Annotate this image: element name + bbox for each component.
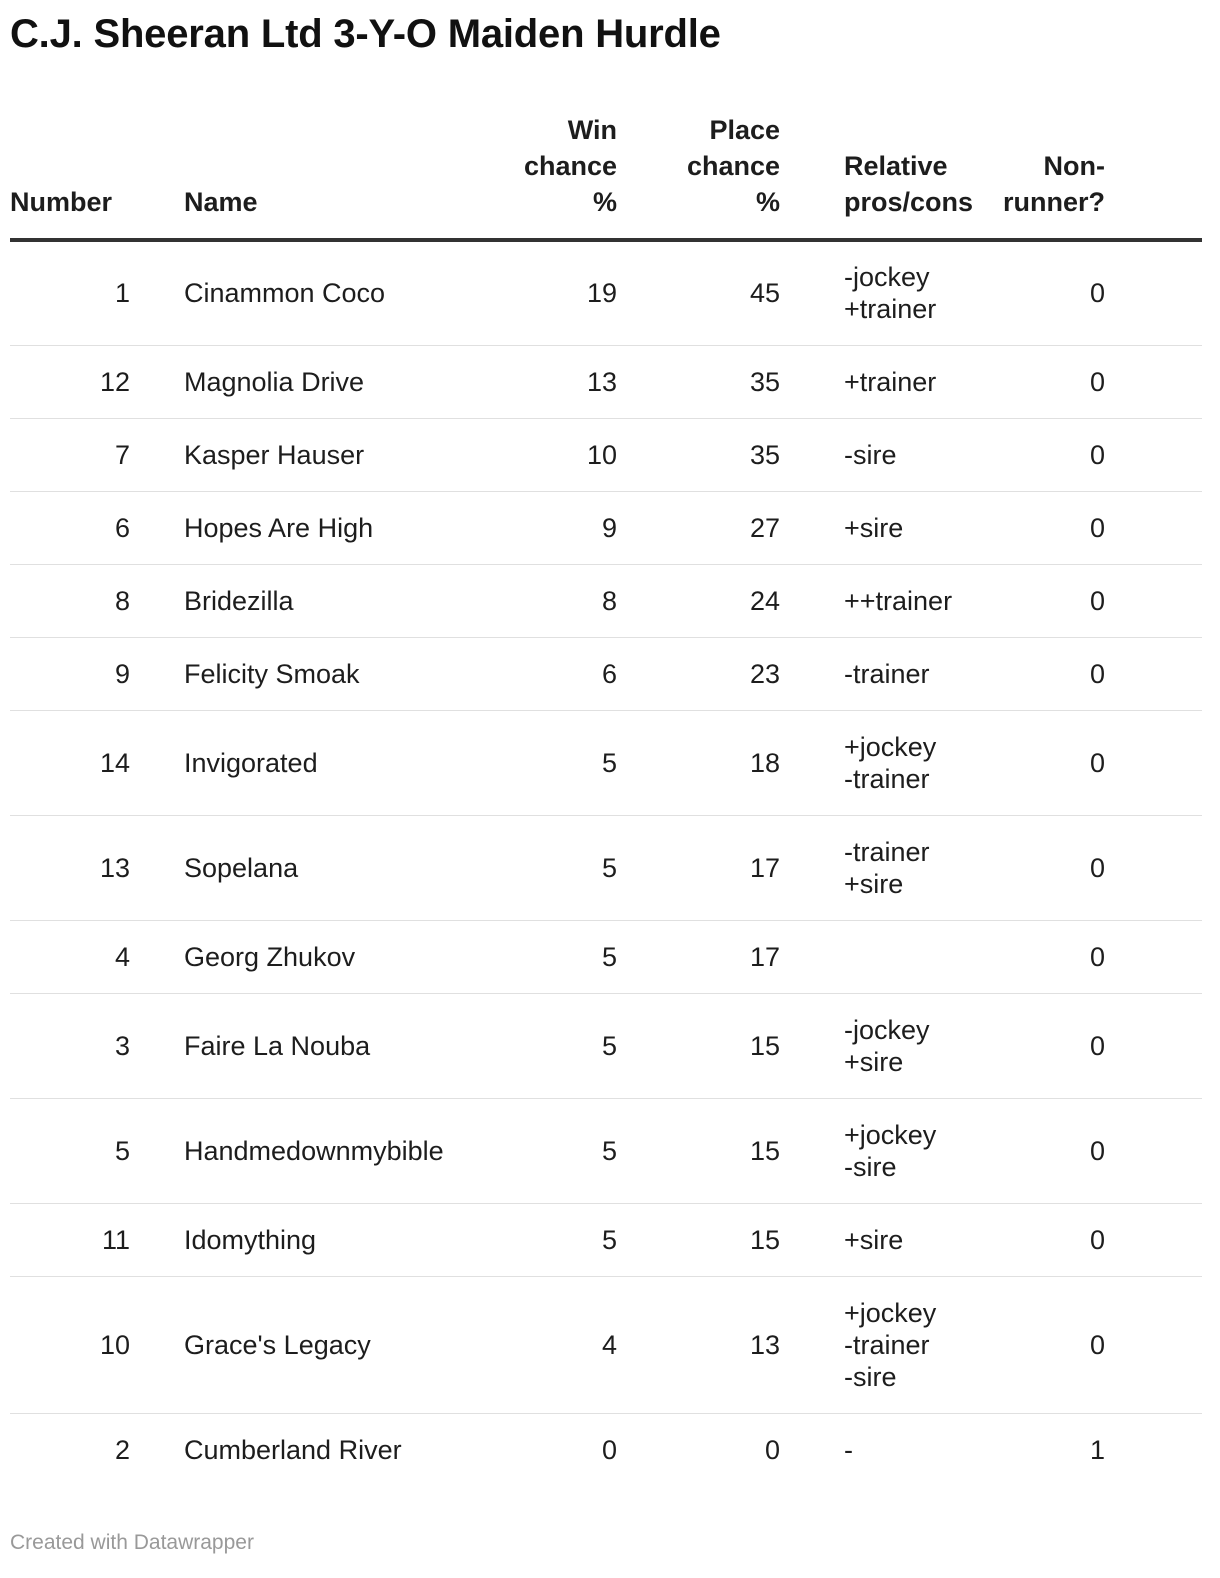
pros-cons-item: +sire	[844, 1046, 904, 1077]
pros-cons-item: +jockey	[844, 1297, 937, 1328]
cell-pros-cons	[780, 1203, 965, 1276]
header-place-chance[interactable]	[617, 112, 780, 240]
cell-spacer	[1105, 1203, 1202, 1276]
cell-place-chance: 35	[617, 345, 780, 418]
cell-win-chance: 5	[464, 920, 617, 993]
cell-spacer	[1105, 920, 1202, 993]
cell-pros-cons	[780, 491, 965, 564]
cell-number: 10	[10, 1276, 184, 1413]
table-row	[10, 1203, 1202, 1276]
pros-cons-item: +sire	[844, 1224, 904, 1255]
runners-table	[10, 112, 1202, 1486]
pros-cons-item: +trainer	[844, 366, 937, 397]
cell-win-chance: 10	[464, 418, 617, 491]
cell-spacer	[1105, 418, 1202, 491]
cell-name: Cinammon Coco	[184, 240, 464, 345]
cell-name: Georg Zhukov	[184, 920, 464, 993]
cell-non-runner: 1	[1089, 1434, 1105, 1465]
pros-cons-item: -	[844, 1434, 853, 1465]
pros-cons-item: -sire	[844, 1151, 897, 1182]
cell-pros-cons	[780, 418, 965, 491]
cell-name: Hopes Are High	[184, 491, 464, 564]
table-row	[10, 920, 1202, 993]
header-pros-line: Relative	[844, 151, 948, 181]
cell-number: 9	[10, 637, 184, 710]
cell-non-runner: 0	[965, 418, 1105, 491]
cell-number: 6	[10, 491, 184, 564]
table-row	[10, 491, 1202, 564]
header-win-chance[interactable]	[464, 112, 617, 240]
header-place-line: chance	[686, 151, 780, 181]
cell-place-chance: 15	[617, 1203, 780, 1276]
cell-name: Invigorated	[184, 710, 464, 815]
cell-place-chance: 0	[764, 1434, 780, 1465]
pros-cons-item: -sire	[844, 1361, 897, 1392]
cell-number: 12	[10, 345, 184, 418]
cell-number: 4	[10, 920, 184, 993]
cell-place-chance: 45	[617, 240, 780, 345]
cell-place-chance: 35	[617, 418, 780, 491]
cell-non-runner: 0	[965, 710, 1105, 815]
cell-non-runner: 0	[965, 1098, 1105, 1203]
cell-non-runner: 0	[965, 345, 1105, 418]
cell-win-chance: 19	[464, 240, 617, 345]
cell-spacer	[1105, 710, 1202, 815]
cell-name: Sopelana	[184, 815, 464, 920]
pros-cons-item: -trainer	[844, 1329, 930, 1360]
header-pros-cons[interactable]	[780, 112, 974, 240]
cell-spacer	[1105, 240, 1202, 345]
cell-name: Bridezilla	[184, 564, 464, 637]
cell-win-chance: 5	[464, 993, 617, 1098]
cell-spacer	[1105, 1276, 1202, 1413]
cell-pros-cons	[780, 345, 965, 418]
cell-name: Magnolia Drive	[184, 345, 464, 418]
table-header	[10, 112, 1202, 240]
cell-place-chance: 17	[617, 920, 780, 993]
cell-win-chance: 6	[464, 637, 617, 710]
cell-name: Felicity Smoak	[184, 637, 464, 710]
header-pros-line: pros/cons	[844, 187, 974, 217]
cell-number: 13	[10, 815, 184, 920]
pros-cons-item: +sire	[844, 512, 904, 543]
pros-cons-item: -trainer	[844, 763, 930, 794]
table-row	[10, 240, 1202, 345]
cell-spacer	[1105, 993, 1202, 1098]
cell-win-chance: 5	[464, 1098, 617, 1203]
table-row	[10, 993, 1202, 1098]
pros-cons-item: ++trainer	[844, 585, 953, 616]
pros-cons-item: +jockey	[844, 1119, 937, 1150]
cell-place-chance: 24	[617, 564, 780, 637]
header-place-line: %	[755, 187, 780, 217]
cell-number: 7	[10, 418, 184, 491]
cell-pros-cons	[780, 564, 965, 637]
cell-pros-cons	[780, 710, 965, 815]
cell-win-chance: 8	[464, 564, 617, 637]
cell-spacer	[1105, 491, 1202, 564]
cell-name: Kasper Hauser	[184, 418, 464, 491]
cell-number: 3	[10, 993, 184, 1098]
cell-non-runner: 0	[965, 920, 1105, 993]
cell-name: Cumberland River	[184, 1434, 402, 1465]
header-place-line: Place	[709, 115, 780, 145]
header-row	[10, 112, 1202, 240]
cell-spacer	[1105, 1098, 1202, 1203]
header-nr-line: Non-	[1043, 151, 1105, 181]
header-win-line: %	[592, 187, 617, 217]
cell-number: 5	[10, 1098, 184, 1203]
datawrapper-credit[interactable]: Created with Datawrapper	[10, 1531, 254, 1554]
cell-number: 11	[10, 1203, 184, 1276]
pros-cons-item: +trainer	[844, 294, 937, 325]
cell-pros-cons	[780, 815, 965, 920]
cell-place-chance: 17	[617, 815, 780, 920]
header-non-runner[interactable]	[965, 112, 1105, 240]
cell-name: Faire La Nouba	[184, 993, 464, 1098]
header-number[interactable]: Number	[10, 112, 184, 240]
cell-spacer	[1105, 1413, 1202, 1486]
header-nr-line: runner?	[1002, 187, 1105, 217]
cell-pros-cons	[780, 240, 965, 345]
cell-win-chance: 5	[464, 710, 617, 815]
cell-name: Handmedownmybible	[184, 1098, 464, 1203]
cell-win-chance: 4	[464, 1276, 617, 1413]
table-row	[10, 418, 1202, 491]
cell-win-chance: 0	[601, 1434, 617, 1465]
table-body	[10, 240, 1202, 1486]
cell-number: 8	[10, 564, 184, 637]
pros-cons-item: -sire	[844, 439, 897, 470]
cell-name: Idomything	[184, 1203, 464, 1276]
pros-cons-item: -jockey	[844, 262, 930, 293]
cell-number: 14	[10, 710, 184, 815]
table-row	[10, 815, 1202, 920]
cell-non-runner: 0	[965, 240, 1105, 345]
cell-non-runner: 0	[965, 637, 1105, 710]
cell-non-runner: 0	[965, 993, 1105, 1098]
cell-place-chance: 18	[617, 710, 780, 815]
table-row	[10, 1413, 1202, 1486]
header-win-line: Win	[567, 115, 617, 145]
pros-cons-item: -trainer	[844, 658, 930, 689]
cell-place-chance: 15	[617, 993, 780, 1098]
cell-pros-cons	[780, 993, 965, 1098]
cell-spacer	[1105, 564, 1202, 637]
cell-non-runner: 0	[965, 1203, 1105, 1276]
table-row	[10, 1098, 1202, 1203]
pros-cons-item: +sire	[844, 868, 904, 899]
cell-place-chance: 23	[617, 637, 780, 710]
cell-pros-cons	[780, 1276, 965, 1413]
cell-spacer	[1105, 637, 1202, 710]
pros-cons-item: -trainer	[844, 836, 930, 867]
cell-pros-cons	[780, 637, 965, 710]
header-name[interactable]: Name	[184, 112, 464, 240]
header-spacer	[1105, 112, 1202, 240]
table-row	[10, 564, 1202, 637]
cell-number: 2	[114, 1434, 130, 1465]
cell-win-chance: 13	[464, 345, 617, 418]
cell-pros-cons	[780, 1413, 965, 1486]
page-title: C.J. Sheeran Ltd 3-Y-O Maiden Hurdle	[10, 12, 721, 56]
cell-place-chance: 15	[617, 1098, 780, 1203]
table-row	[10, 637, 1202, 710]
cell-win-chance: 9	[464, 491, 617, 564]
cell-place-chance: 27	[617, 491, 780, 564]
cell-non-runner: 0	[965, 564, 1105, 637]
cell-win-chance: 5	[464, 815, 617, 920]
table-row	[10, 710, 1202, 815]
pros-cons-item: -jockey	[844, 1014, 930, 1045]
cell-place-chance: 13	[617, 1276, 780, 1413]
cell-spacer	[1105, 815, 1202, 920]
pros-cons-item: +jockey	[844, 731, 937, 762]
cell-name: Grace's Legacy	[184, 1276, 464, 1413]
table-row	[10, 1276, 1202, 1413]
cell-pros-cons	[780, 920, 965, 993]
cell-non-runner: 0	[965, 815, 1105, 920]
cell-number: 1	[10, 240, 184, 345]
table-row	[10, 345, 1202, 418]
header-win-line: chance	[523, 151, 617, 181]
cell-pros-cons	[780, 1098, 965, 1203]
cell-non-runner: 0	[965, 491, 1105, 564]
cell-win-chance: 5	[464, 1203, 617, 1276]
cell-non-runner: 0	[965, 1276, 1105, 1413]
cell-spacer	[1105, 345, 1202, 418]
